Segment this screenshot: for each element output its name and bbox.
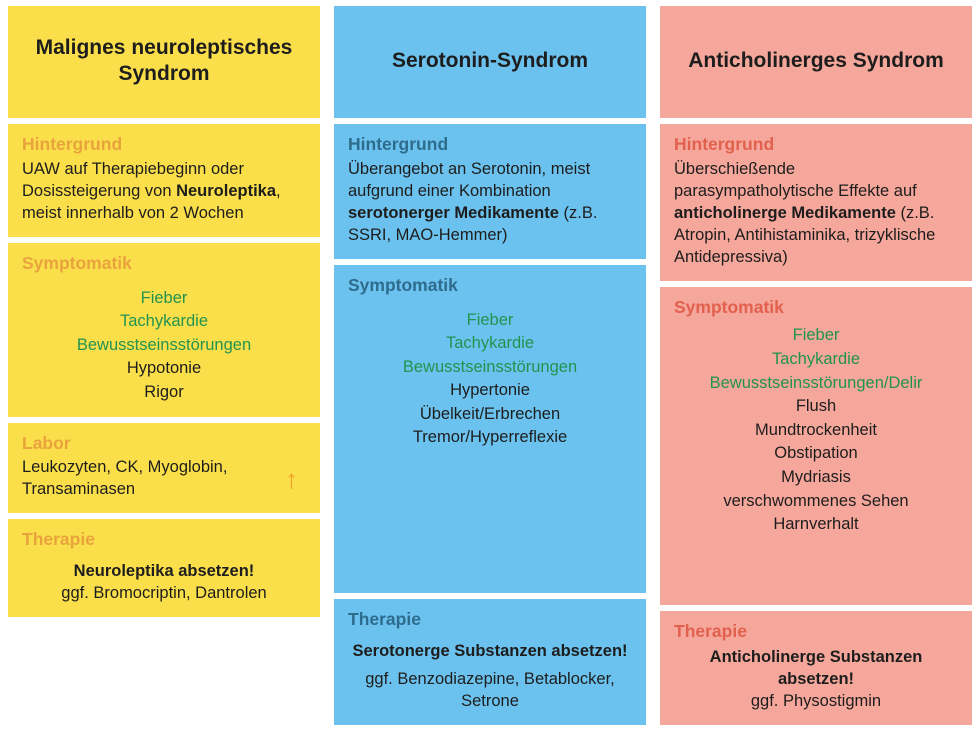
- section-title-hintergrund-1: Hintergrund: [22, 134, 123, 154]
- therapy-plain-1: ggf. Bromocriptin, Dantrolen: [61, 584, 267, 603]
- section-hintergrund-2: [334, 124, 646, 259]
- symptom-item: Fieber: [466, 310, 514, 329]
- section-title-hintergrund-2: Hintergrund: [348, 134, 449, 154]
- symptom-list-1: [22, 287, 306, 405]
- column-malignes-neuroleptisches-syndrom: [8, 6, 320, 725]
- arrow-up-icon: ↑: [285, 464, 298, 495]
- symptom-list-2: [348, 309, 632, 451]
- symptom-item: verschwommenes Sehen: [723, 491, 909, 510]
- labor-row-1: [22, 457, 306, 501]
- symptom-item: Rigor: [144, 382, 184, 401]
- section-symptomatik-1: [8, 243, 320, 417]
- section-therapie-1: [8, 519, 320, 617]
- symptom-item: Mydriasis: [781, 468, 851, 486]
- symptom-item: Übelkeit/Erbrechen: [419, 404, 561, 423]
- therapy-plain-2: ggf. Benzodiazepine, Betablocker, Setrone: [365, 670, 615, 711]
- symptom-item: Hypertonie: [450, 381, 530, 400]
- section-title-symptomatik-1: Symptomatik: [22, 252, 132, 273]
- column-title-3: Anticholinerges Syndrom: [688, 49, 944, 73]
- hintergrund-text-bold-1: Neuroleptika: [176, 181, 277, 200]
- section-title-hintergrund-3: Hintergrund: [674, 134, 775, 154]
- symptom-item: Tachykardie: [771, 350, 861, 369]
- hintergrund-text-pre-3: Überschießende parasympatholytische Effekte auf: [674, 159, 917, 200]
- therapy-block-1: [22, 561, 306, 605]
- hintergrund-text-post-1: , meist innerhalb von 2 Wochen: [22, 181, 281, 222]
- column-header-1: [8, 6, 320, 118]
- section-body-hintergrund-1: [22, 159, 306, 225]
- section-title-symptomatik-2: Symptomatik: [348, 274, 458, 295]
- symptom-item: Bewusstseinsstörungen: [76, 335, 252, 354]
- therapy-bold-2: Serotonerge Substanzen absetzen!: [352, 642, 628, 661]
- section-hintergrund-1: [8, 124, 320, 237]
- symptom-item: Fieber: [792, 326, 840, 345]
- column-header-3: [660, 6, 972, 118]
- therapy-block-3: [674, 647, 958, 713]
- section-labor-1: [8, 423, 320, 514]
- hintergrund-text-post-3: (z.B. Atropin, Antihistaminika, trizyklische Antidepressiva): [674, 203, 936, 266]
- section-hintergrund-3: [660, 124, 972, 281]
- section-title-therapie-2: Therapie: [348, 609, 421, 630]
- section-body-hintergrund-2: [348, 159, 632, 247]
- section-title-therapie-3: Therapie: [674, 621, 747, 642]
- symptom-item: Fieber: [140, 288, 188, 307]
- column-serotonin-syndrom: [334, 6, 646, 725]
- symptom-item: Bewusstseinsstörungen/Delir: [709, 373, 923, 392]
- symptom-item: Tremor/Hyperreflexie: [412, 428, 568, 447]
- section-symptomatik-3: [660, 287, 972, 606]
- labor-text-1: Leukozyten, CK, Myoglobin, Transaminasen: [22, 458, 228, 499]
- section-title-symptomatik-3: Symptomatik: [674, 296, 784, 317]
- symptom-item: Flush: [795, 397, 837, 416]
- column-anticholinerges-syndrom: [660, 6, 972, 725]
- section-therapie-2: [334, 599, 646, 725]
- section-symptomatik-2: [334, 265, 646, 594]
- column-header-2: [334, 6, 646, 118]
- symptom-item: Hypotonie: [126, 359, 202, 378]
- therapy-bold-3: Anticholinerge Substanzen absetzen!: [709, 648, 923, 689]
- hintergrund-text-pre-2: Überangebot an Serotonin, meist aufgrund einer Kombination: [348, 159, 591, 200]
- therapy-plain-3: ggf. Physostigmin: [750, 692, 882, 711]
- therapy-bold-1: Neuroleptika absetzen!: [73, 562, 255, 581]
- symptom-item: Tachykardie: [445, 334, 535, 353]
- symptom-item: Harnverhalt: [773, 515, 859, 534]
- hintergrund-text-bold-3: anticholinerge Medikamente: [674, 203, 896, 222]
- hintergrund-text-bold-2: serotonerger Medikamente: [348, 203, 559, 222]
- section-body-hintergrund-3: [674, 159, 958, 269]
- symptom-item: Bewusstseinsstörungen: [402, 357, 578, 376]
- section-title-labor-1: Labor: [22, 432, 71, 453]
- symptom-item: Obstipation: [774, 444, 858, 463]
- symptom-item: Mundtrockenheit: [755, 420, 877, 439]
- section-title-therapie-1: Therapie: [22, 529, 95, 550]
- column-title-1: Malignes neuroleptisches Syndrom: [35, 36, 293, 85]
- symptom-list-3: [674, 324, 958, 536]
- hintergrund-text-post-2: (z.B. SSRI, MAO-Hemmer): [348, 203, 598, 244]
- section-therapie-3: [660, 611, 972, 725]
- therapy-block-2: [348, 641, 632, 713]
- symptom-item: Tachykardie: [119, 312, 209, 331]
- column-title-2: Serotonin-Syndrom: [391, 49, 588, 73]
- hintergrund-text-pre-1: UAW auf Therapiebeginn oder Dosissteigerung von: [22, 159, 244, 200]
